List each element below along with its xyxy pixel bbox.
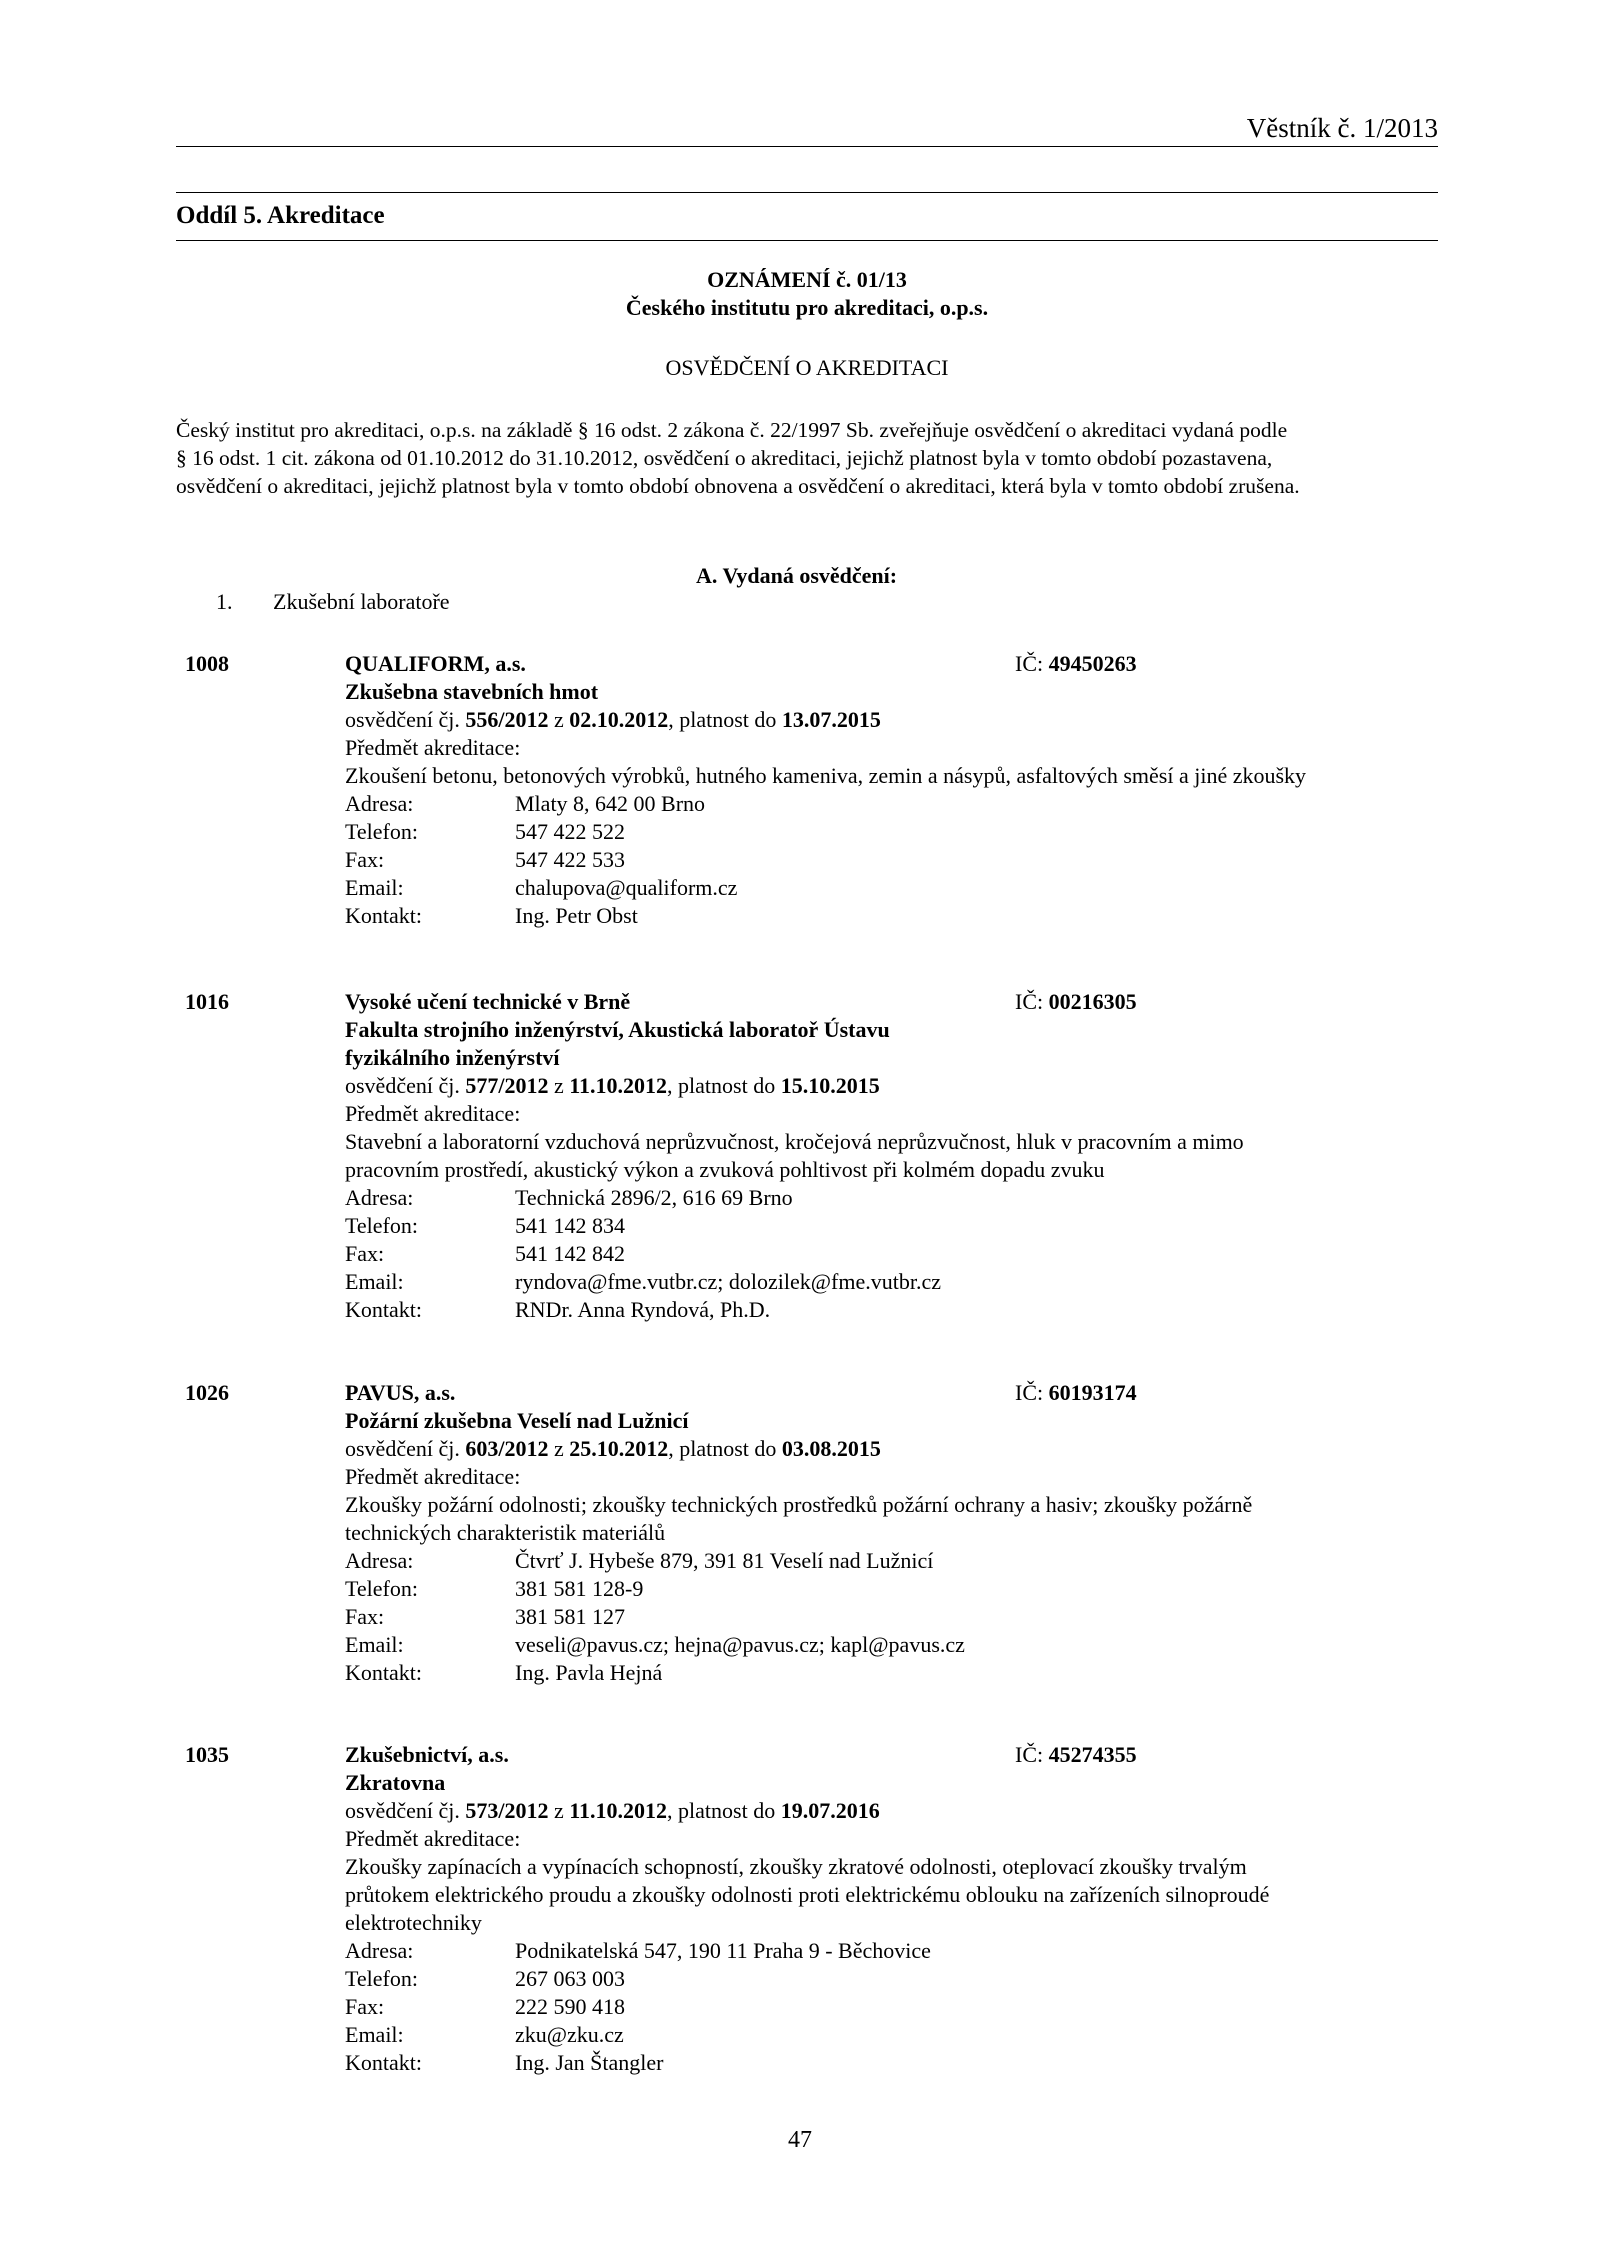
contact-field-label: Kontakt: [345,2050,422,2075]
certificate-z: z [553,1798,564,1823]
fax-field-value: 541 142 842 [515,1241,625,1266]
unit-name-line: Fakulta strojního inženýrství, Akustická laboratoř Ústavu [345,1017,890,1042]
certificate-valid-label: , platnost do [667,1073,776,1098]
certificate-number: 556/2012 [465,707,549,732]
address-field-value: Čtvrť J. Hybeše 879, 391 81 Veselí nad Lužnicí [515,1548,934,1573]
unit-name-line: Požární zkušebna Veselí nad Lužnicí [345,1408,689,1433]
address-field [345,1184,1425,1212]
address-field-value: Technická 2896/2, 616 69 Brno [515,1185,793,1210]
certificate-valid-to: 15.10.2015 [780,1073,880,1098]
fax-field-value: 547 422 533 [515,847,625,872]
subject-label: Předmět akreditace: [345,735,521,760]
email-field-value: ryndova@fme.vutbr.cz; dolozilek@fme.vutbr.cz [515,1269,942,1294]
address-field-label: Adresa: [345,1548,414,1573]
phone-field-label: Telefon: [345,1576,418,1601]
fax-field-label: Fax: [345,1241,385,1266]
address-field-label: Adresa: [345,1938,414,1963]
contact-field [345,902,1425,930]
email-field-label: Email: [345,875,404,900]
subject-text-line: technických charakteristik materiálů [345,1520,666,1545]
phone-field [345,818,1425,846]
email-field-value: veseli@pavus.cz; hejna@pavus.cz; kapl@pavus.cz [515,1632,965,1657]
certificate-date: 25.10.2012 [569,1436,669,1461]
certificate-valid-label: , platnost do [668,1436,777,1461]
certificate-prefix: osvědčení čj. [345,1436,460,1461]
phone-field-label: Telefon: [345,819,418,844]
phone-field [345,1965,1425,1993]
contact-field-value: RNDr. Anna Ryndová, Ph.D. [515,1297,771,1322]
address-field [345,1937,1425,1965]
organization-name: Vysoké učení technické v Brně [345,989,631,1014]
phone-field-label: Telefon: [345,1213,418,1238]
contact-field-label: Kontakt: [345,903,422,928]
email-field-value: zku@zku.cz [515,2022,624,2047]
subject-text-line: Zkoušení betonu, betonových výrobků, hutného kameniva, zemin a násypů, asfaltových směsí a jiné zkoušky [345,763,1307,788]
fax-field-label: Fax: [345,1604,385,1629]
subject-label: Předmět akreditace: [345,1101,521,1126]
organization-name: Zkušebnictví, a.s. [345,1742,509,1767]
address-field [345,1547,1425,1575]
certificate-valid-label: , platnost do [667,1798,776,1823]
address-field [345,790,1425,818]
record-number: 1035 [185,1742,229,1767]
record-body [345,988,1425,1324]
phone-field-value: 267 063 003 [515,1966,625,1991]
certificate-z: z [553,1436,564,1461]
certificate-valid-to: 19.07.2016 [780,1798,880,1823]
contact-field [345,1296,1425,1324]
phone-field-value: 547 422 522 [515,819,625,844]
company-id-value: 49450263 [1048,651,1137,676]
fax-field-label: Fax: [345,1994,385,2019]
email-field-label: Email: [345,1632,404,1657]
section-title: Oddíl 5. Akreditace [176,202,385,229]
subject-label: Předmět akreditace: [345,1826,521,1851]
email-field-label: Email: [345,1269,404,1294]
company-id-value: 45274355 [1048,1742,1137,1767]
address-field-label: Adresa: [345,1185,414,1210]
notice-intro-line-1: Český institut pro akreditaci, o.p.s. na základě § 16 odst. 2 zákona č. 22/1997 Sb. zveřejňuje osvědčení o akreditaci vydaná podle [176,418,1288,442]
certificate-z: z [553,707,564,732]
fax-field [345,1240,1425,1268]
email-field [345,2021,1425,2049]
certificate-valid-to: 03.08.2015 [781,1436,881,1461]
address-field-value: Mlaty 8, 642 00 Brno [515,791,706,816]
certificate-date: 02.10.2012 [569,707,669,732]
subject-label: Předmět akreditace: [345,1464,521,1489]
subsection-number: 1. [216,589,233,614]
company-id-label: IČ: [1015,1380,1044,1405]
email-field-value: chalupova@qualiform.cz [515,875,738,900]
notice-title: OZNÁMENÍ č. 01/13 [707,267,907,292]
certificate-prefix: osvědčení čj. [345,1798,460,1823]
contact-field-label: Kontakt: [345,1297,422,1322]
fax-field-value: 222 590 418 [515,1994,625,2019]
unit-name-line: fyzikálního inženýrství [345,1045,560,1070]
page-number: 47 [788,2127,812,2153]
certificate-number: 603/2012 [465,1436,549,1461]
email-field [345,874,1425,902]
subject-text-line: průtokem elektrického proudu a zkoušky odolnosti proti elektrickému oblouku na zařízeních silnoproudé [345,1882,1270,1907]
phone-field-value: 381 581 128-9 [515,1576,644,1601]
certificate-prefix: osvědčení čj. [345,707,460,732]
record-body [345,1379,1425,1687]
certificate-line [345,706,1425,734]
header-rule [176,146,1438,147]
company-id-label: IČ: [1015,1742,1044,1767]
phone-field [345,1575,1425,1603]
email-field-label: Email: [345,2022,404,2047]
bulletin-header: Věstník č. 1/2013 [1246,113,1438,143]
company-id-label: IČ: [1015,651,1044,676]
address-field-label: Adresa: [345,791,414,816]
company-id-label: IČ: [1015,989,1044,1014]
organization-name: PAVUS, a.s. [345,1380,456,1405]
contact-field-value: Ing. Jan Štangler [515,2050,664,2075]
part-heading: A. Vydaná osvědčení: [696,563,898,588]
contact-field-value: Ing. Pavla Hejná [515,1660,663,1685]
notice-subtitle: OSVĚDČENÍ O AKREDITACI [665,355,949,380]
contact-field-label: Kontakt: [345,1660,422,1685]
certificate-z: z [553,1073,564,1098]
section-rule-bottom [176,240,1438,241]
company-id-value: 60193174 [1048,1380,1137,1405]
email-field [345,1631,1425,1659]
certificate-line [345,1797,1425,1825]
certificate-number: 577/2012 [465,1073,549,1098]
email-field [345,1268,1425,1296]
record-number: 1016 [185,989,229,1014]
notice-issuer: Českého institutu pro akreditaci, o.p.s. [625,295,989,320]
subject-text-line: Zkoušky zapínacích a vypínacích schopností, zkoušky zkratové odolnosti, oteplovací zkoušky trvalým [345,1854,1247,1879]
notice-intro-line-2: § 16 odst. 1 cit. zákona od 01.10.2012 do 31.10.2012, osvědčení o akreditaci, jejichž platnost byla v tomto období pozastavena, [176,446,1273,470]
phone-field [345,1212,1425,1240]
certificate-date: 11.10.2012 [569,1073,668,1098]
subject-text-line: pracovním prostředí, akustický výkon a zvuková pohltivost při kolmém dopadu zvuku [345,1157,1105,1182]
record-number: 1008 [185,651,229,676]
certificate-line [345,1072,1425,1100]
contact-field [345,2049,1425,2077]
fax-field-value: 381 581 127 [515,1604,625,1629]
subject-text-line: elektrotechniky [345,1910,482,1935]
certificate-valid-to: 13.07.2015 [781,707,881,732]
phone-field-value: 541 142 834 [515,1213,625,1238]
contact-field [345,1659,1425,1687]
fax-field [345,1993,1425,2021]
organization-name: QUALIFORM, a.s. [345,651,526,676]
section-rule-top [176,192,1438,193]
fax-field-label: Fax: [345,847,385,872]
certificate-prefix: osvědčení čj. [345,1073,460,1098]
fax-field [345,1603,1425,1631]
certificate-number: 573/2012 [465,1798,549,1823]
subject-text-line: Stavební a laboratorní vzduchová neprůzvučnost, kročejová neprůzvučnost, hluk v pracovním a mimo [345,1129,1244,1154]
address-field-value: Podnikatelská 547, 190 11 Praha 9 - Běchovice [515,1938,931,1963]
certificate-date: 11.10.2012 [569,1798,668,1823]
unit-name-line: Zkratovna [345,1770,446,1795]
subject-text-line: Zkoušky požární odolnosti; zkoušky technických prostředků požární ochrany a hasiv; zkoušky požárně [345,1492,1253,1517]
contact-field-value: Ing. Petr Obst [515,903,638,928]
company-id-value: 00216305 [1048,989,1137,1014]
record-body [345,1741,1425,2077]
unit-name-line: Zkušebna stavebních hmot [345,679,599,704]
certificate-line [345,1435,1425,1463]
record-number: 1026 [185,1380,229,1405]
record-body [345,650,1425,930]
notice-intro-line-3: osvědčení o akreditaci, jejichž platnost byla v tomto období obnovena a osvědčení o akreditaci, která byla v tomto období zrušena. [176,474,1300,498]
phone-field-label: Telefon: [345,1966,418,1991]
subsection-label: Zkušební laboratoře [273,589,450,614]
certificate-valid-label: , platnost do [668,707,777,732]
fax-field [345,846,1425,874]
